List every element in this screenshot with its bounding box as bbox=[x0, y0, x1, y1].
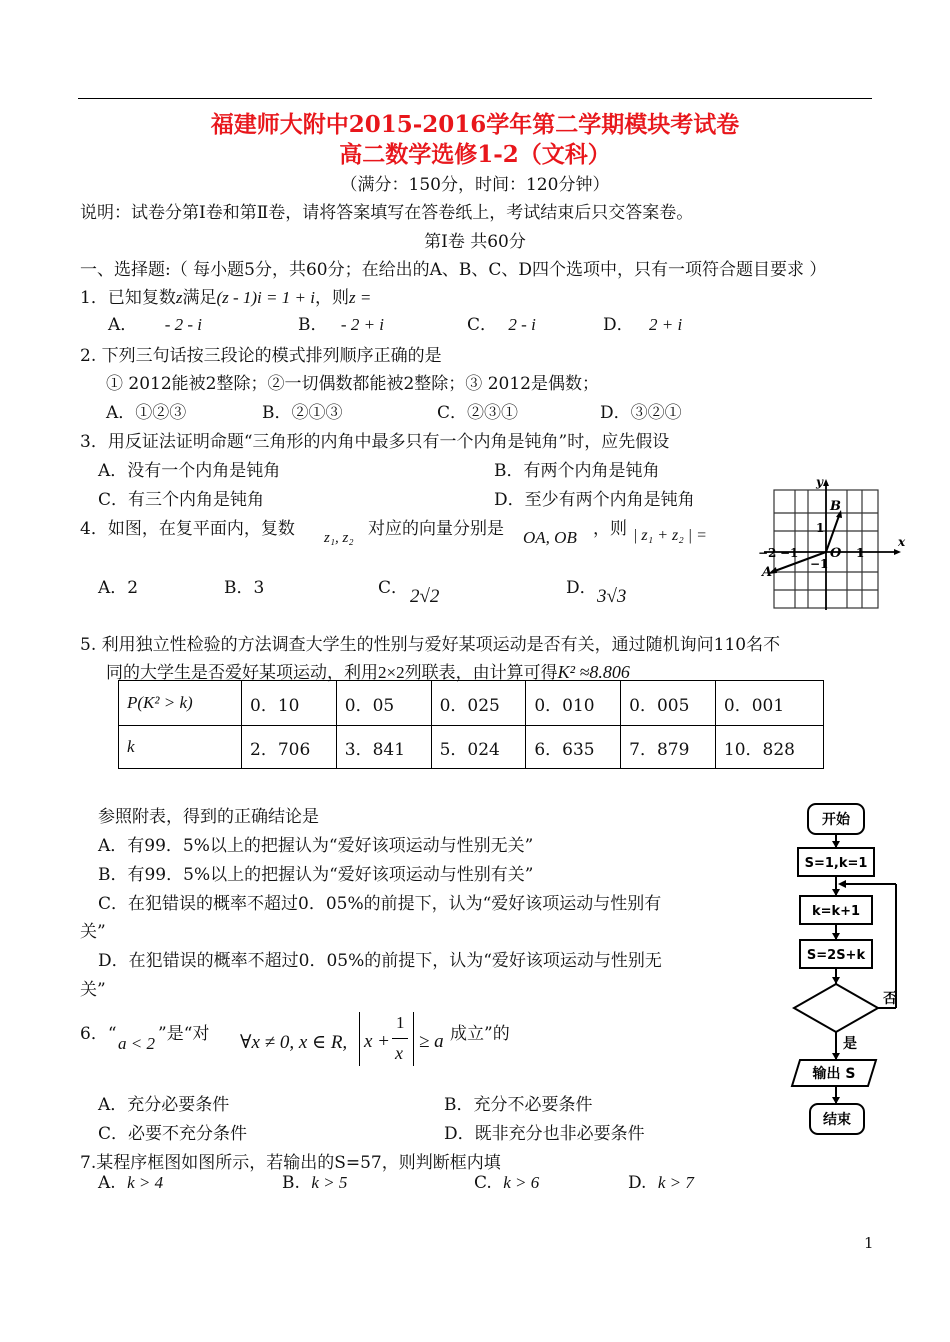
q2-option-c: C．②③① bbox=[437, 403, 519, 423]
table-cell: 3．841 bbox=[336, 726, 431, 769]
x-axis-label: x bbox=[898, 535, 906, 549]
table-cell: 10．828 bbox=[715, 726, 823, 769]
fraction-bar bbox=[392, 1038, 408, 1039]
point-b-label: B bbox=[830, 499, 841, 514]
q7-option-b: B. k > 5 bbox=[282, 1173, 348, 1193]
question-6-mid: ”是“对 bbox=[158, 1024, 210, 1044]
question-6-prefix: 6．“ bbox=[80, 1024, 117, 1044]
q7-option-a: A. k > 4 bbox=[98, 1173, 164, 1193]
question-4-prefix: 4．如图，在复平面内，复数 bbox=[80, 519, 295, 539]
question-4-vars: z₁, z₂ bbox=[324, 530, 354, 546]
question-5-line2: 同的大学生是否爱好某项运动，利用2×2列联表，由计算可得K² ≈8.806 bbox=[106, 662, 630, 683]
flow-end: 结束 bbox=[823, 1112, 851, 1128]
q7-option-c: C. k > 6 bbox=[474, 1173, 540, 1193]
table-cell: 0．05 bbox=[336, 681, 431, 726]
q3-option-c: C．有三个内角是钝角 bbox=[98, 490, 265, 510]
q5-option-c-wrap: 关” bbox=[80, 922, 106, 942]
q6-option-b: B．充分不必要条件 bbox=[444, 1095, 593, 1115]
point-a-label: A bbox=[762, 565, 773, 580]
flow-step2: S=2S+k bbox=[806, 948, 866, 963]
q5-option-b: B．有99．5%以上的把握认为“爱好该项运动与性别有关” bbox=[98, 865, 534, 885]
table-cell: 0．010 bbox=[526, 681, 621, 726]
q3-option-a: A．没有一个内角是钝角 bbox=[98, 461, 281, 481]
table-header-p: P(K² > k) bbox=[119, 681, 242, 726]
question-5-ref: 参照附表，得到的正确结论是 bbox=[98, 807, 319, 827]
complex-plane-figure bbox=[758, 476, 908, 612]
table-cell: 0．025 bbox=[431, 681, 526, 726]
q5-option-a: A．有99．5%以上的把握认为“爱好该项运动与性别无关” bbox=[98, 836, 534, 856]
q1-option-c: C． 2 - i bbox=[467, 315, 536, 335]
question-4-expr: | z₁ + z₂ | = bbox=[633, 527, 707, 544]
q6-option-c: C．必要不充分条件 bbox=[98, 1124, 248, 1144]
question-6-ge: ≥ a bbox=[419, 1031, 444, 1052]
table-cell: 0．001 bbox=[715, 681, 823, 726]
tick-y-neg1: −1 bbox=[810, 557, 829, 571]
question-2-stem: 2. 下列三句话按三段论的模式排列顺序正确的是 bbox=[80, 346, 442, 366]
q4-option-c-letter: C． bbox=[378, 578, 409, 598]
question-4-mid: 对应的向量分别是 bbox=[368, 519, 504, 539]
instructions: 说明：试卷分第Ⅰ卷和第Ⅱ卷，请将答案填写在答卷纸上，考试结束后只交答案卷。 bbox=[80, 203, 694, 223]
q6-option-a: A．充分必要条件 bbox=[98, 1095, 230, 1115]
question-6-forall: ∀x ≠ 0, x ∈ R, bbox=[240, 1032, 348, 1053]
flow-yes: 是 bbox=[843, 1036, 857, 1052]
question-6-x: x + bbox=[364, 1031, 391, 1052]
abs-bar-left bbox=[359, 1012, 360, 1066]
y-axis-label: y bbox=[816, 476, 823, 489]
q5-option-d-wrap: 关” bbox=[80, 980, 106, 1000]
origin-label: O bbox=[830, 546, 842, 561]
flow-start: 开始 bbox=[822, 812, 850, 828]
title-line2: 高二数学选修1-2（文科） bbox=[339, 141, 611, 168]
table-cell: 7．879 bbox=[621, 726, 716, 769]
q3-option-b: B．有两个内角是钝角 bbox=[494, 461, 660, 481]
table-cell: 2．706 bbox=[242, 726, 337, 769]
abs-bar-right bbox=[413, 1012, 414, 1066]
table-header-k: k bbox=[119, 726, 242, 769]
critical-value-table bbox=[118, 680, 824, 769]
question-2-statements: ① 2012能被2整除；②一切偶数都能被2整除；③ 2012是偶数； bbox=[106, 374, 599, 394]
q2-option-d: D．③②① bbox=[600, 403, 682, 423]
table-cell: 5．024 bbox=[431, 726, 526, 769]
q1-option-a: A． - 2 - i bbox=[108, 315, 202, 335]
q4-option-d-value: 3√3 bbox=[597, 586, 627, 607]
q5-option-c: C．在犯错误的概率不超过0．05%的前提下，认为“爱好该项运动与性别有 bbox=[98, 894, 662, 914]
question-3-stem: 3．用反证法证明命题“三角形的内角中最多只有一个内角是钝角”时，应先假设 bbox=[80, 432, 670, 452]
q4-option-b: B．3 bbox=[224, 578, 265, 598]
question-6-suffix: 成立”的 bbox=[450, 1024, 510, 1044]
question-6-frac-den: x bbox=[395, 1043, 403, 1063]
q2-option-b: B．②①③ bbox=[262, 403, 343, 423]
header-rule bbox=[78, 98, 872, 99]
question-5-line1: 5. 利用独立性检验的方法调查大学生的性别与爱好某项运动是否有关，通过随机询问110名不 bbox=[80, 635, 781, 655]
q1-option-b: B． - 2 + i bbox=[298, 315, 385, 335]
section-title: 一、选择题:（ 每小题5分，共60分；在给出的A、B、C、D四个选项中，只有一项符合题目要求 ） bbox=[80, 260, 827, 280]
score-time: （满分：150分，时间：120分钟） bbox=[340, 175, 610, 195]
flow-step1: k=k+1 bbox=[811, 904, 861, 919]
page-number: 1 bbox=[864, 1234, 874, 1252]
q3-option-d: D．至少有两个内角是钝角 bbox=[494, 490, 695, 510]
question-4-vectors: OA, OB bbox=[523, 528, 577, 547]
q2-option-a: A．①②③ bbox=[106, 403, 187, 423]
part-title: 第Ⅰ卷 共60分 bbox=[424, 232, 526, 252]
q1-option-d: D． 2 + i bbox=[603, 315, 683, 335]
question-6-cond: a < 2 bbox=[118, 1034, 155, 1053]
table-cell: 6．635 bbox=[526, 726, 621, 769]
program-flowchart bbox=[780, 798, 904, 1140]
q4-option-c-value: 2√2 bbox=[410, 586, 440, 607]
tick-x-neg2: −2 bbox=[758, 546, 777, 560]
tick-x-1: 1 bbox=[856, 546, 865, 560]
question-4-suffix: ，则 bbox=[593, 519, 627, 539]
tick-y-1: 1 bbox=[816, 521, 825, 535]
q6-option-d: D．既非充分也非必要条件 bbox=[444, 1124, 645, 1144]
table-cell: 0．10 bbox=[242, 681, 337, 726]
q4-option-a: A．2 bbox=[98, 578, 139, 598]
question-1-stem: 1．已知复数z满足(z - 1)i = 1 + i，则z = bbox=[80, 288, 372, 308]
flow-no: 否 bbox=[883, 991, 897, 1007]
title-line1: 福建师大附中2015-2016学年第二学期模块考试卷 bbox=[210, 111, 740, 138]
question-6-frac-num: 1 bbox=[396, 1013, 405, 1032]
table-cell: 0．005 bbox=[621, 681, 716, 726]
q5-option-d: D．在犯错误的概率不超过0．05%的前提下，认为“爱好该项运动与性别无 bbox=[98, 951, 662, 971]
q4-option-d-letter: D． bbox=[566, 578, 597, 598]
tick-x-neg1: −1 bbox=[780, 546, 799, 560]
question-7-stem: 7.某程序框图如图所示，若输出的S=57，则判断框内填 bbox=[80, 1153, 501, 1173]
flow-init: S=1,k=1 bbox=[804, 856, 868, 871]
flow-output: 输出 S bbox=[812, 1066, 856, 1082]
q7-option-d: D. k > 7 bbox=[628, 1173, 694, 1193]
